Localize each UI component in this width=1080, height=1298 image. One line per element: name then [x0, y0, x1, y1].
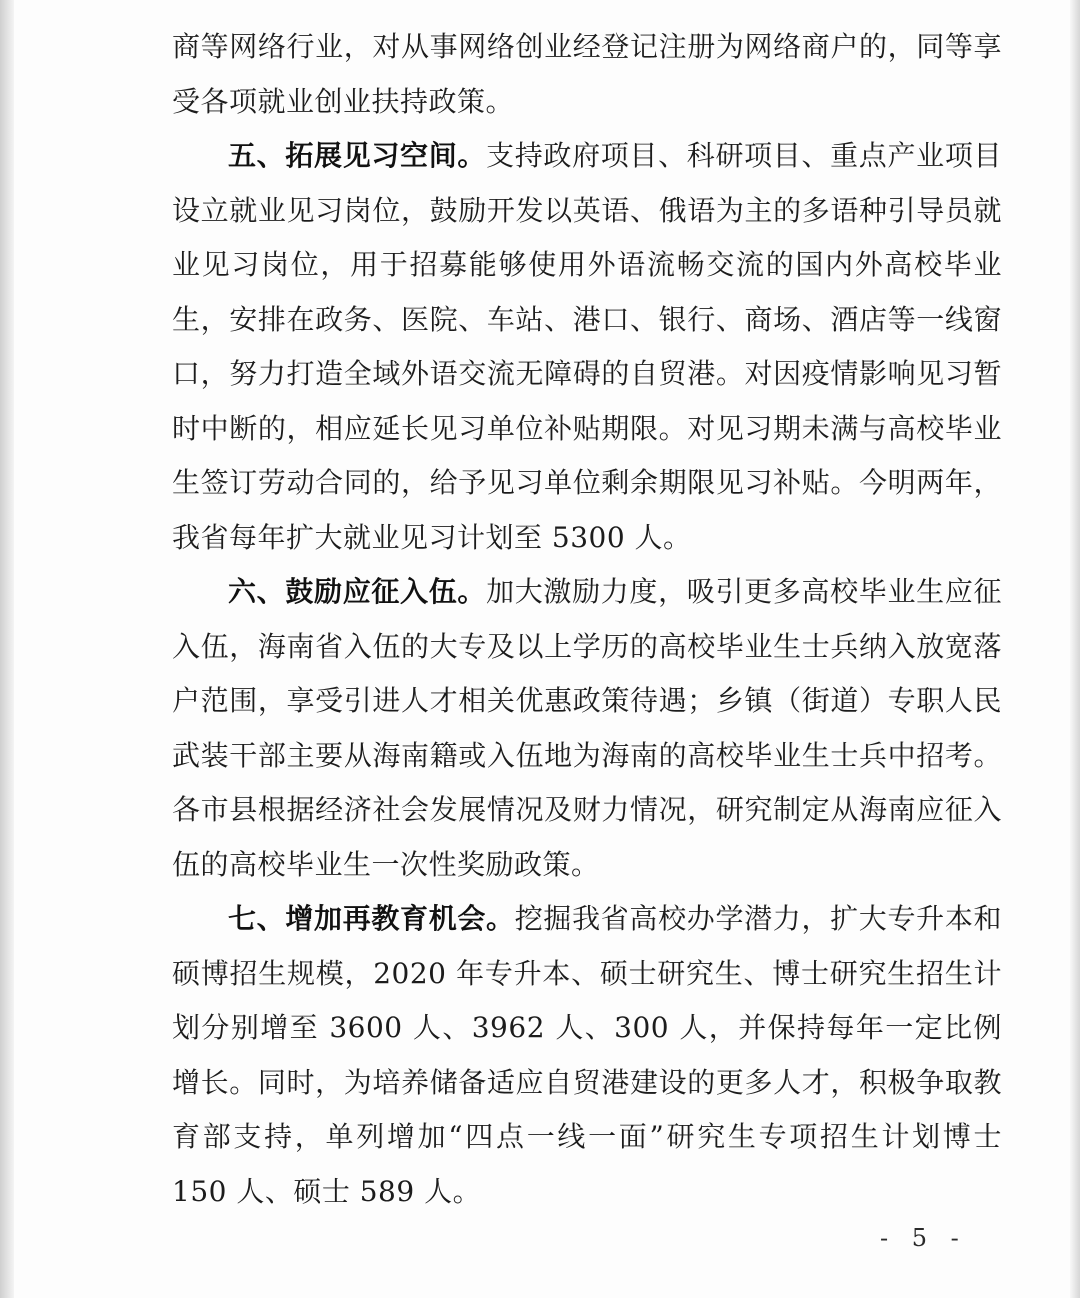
section-six-text: 加大激励力度，吸引更多高校毕业生应征入伍，海南省入伍的大专及以上学历的高校毕业生士兵纳入放宽落户范围，享受引进人才相关优惠政策待遇；乡镇（街道）专职人民武装干部主要从海南籍或入伍地为海南的高校毕业生士兵中招考。各市县根据经济社会发展情况及财力情况，研究制定从海南应征入伍的高校毕业生一次性奖励政策。 [172, 575, 1002, 881]
section-seven-text: 挖掘我省高校办学潜力，扩大专升本和硕博招生规模，2020 年专升本、硕士研究生、博士研究生招生计划分别增至 3600 人、3962 人、300 人，并保持每年一定比例增长。同时，为培养储备适应自贸港建设的更多人才，积极争取教育部支持，单列增加“四点一线一面”研究生专项招生计划博士 150 人、硕士 589 人。 [172, 902, 1002, 1208]
section-six-paragraph [172, 565, 1002, 892]
section-six-heading: 六、鼓励应征入伍。 [228, 575, 487, 608]
section-five-heading: 五、拓展见习空间。 [228, 139, 487, 172]
section-seven-heading: 七、增加再教育机会。 [228, 902, 515, 935]
section-five-text: 支持政府项目、科研项目、重点产业项目设立就业见习岗位，鼓励开发以英语、俄语为主的多语种引导员就业见习岗位，用于招募能够使用外语流畅交流的国内外高校毕业生，安排在政务、医院、车站、港口、银行、商场、酒店等一线窗口，努力打造全域外语交流无障碍的自贸港。对因疫情影响见习暂时中断的，相应延长见习单位补贴期限。对见习期未满与高校毕业生签订劳动合同的，给予见习单位剩余期限见习补贴。今明两年，我省每年扩大就业见习计划至 5300 人。 [172, 139, 1002, 554]
continuation-paragraph: 商等网络行业，对从事网络创业经登记注册为网络商户的，同等享受各项就业创业扶持政策。 [172, 30, 1002, 118]
section-five-paragraph [172, 129, 1002, 565]
section-seven-paragraph [172, 892, 1002, 1219]
page-number: - 5 - [880, 1224, 967, 1252]
document-body [172, 20, 1002, 1219]
